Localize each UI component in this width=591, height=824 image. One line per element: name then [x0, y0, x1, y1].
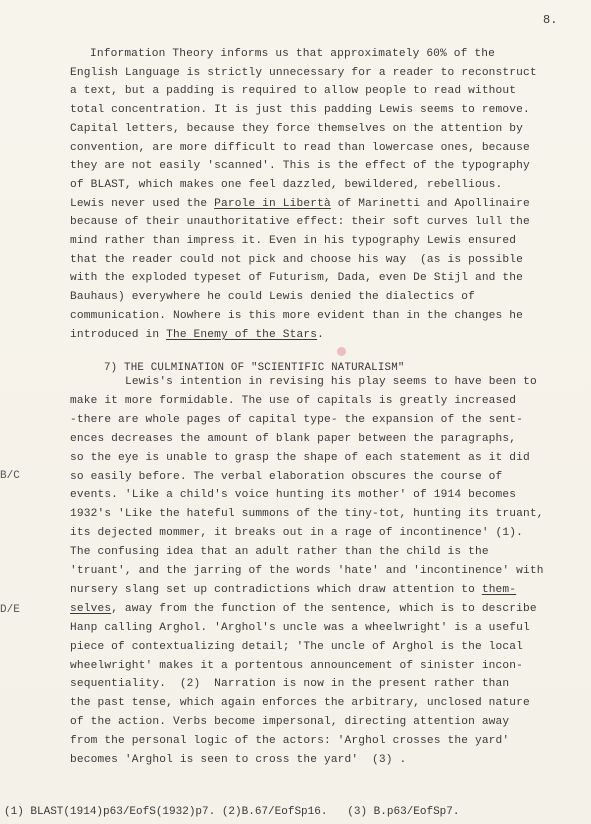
text-line: communication. Nowhere is this more evident than in the changes he — [70, 309, 523, 322]
text-line: of the action. Verbs become impersonal, directing attention away — [70, 716, 510, 729]
margin-note-de: D/E — [0, 604, 20, 616]
text-line: sequentiality. (2) Narration is now in the present rather than — [70, 678, 510, 691]
text-line: English Language is strictly unnecessary for a reader to reconstruct — [70, 66, 537, 79]
text-line: 1932's 'Like the hateful summons of the tiny-tot, hunting its truant, — [70, 508, 544, 521]
text-line: Lewis's intention in revising his play seems to have been to — [125, 376, 537, 388]
text-line — [70, 329, 324, 342]
underlined-title: The Enemy of the Stars — [166, 328, 318, 341]
text-line: piece of contextualizing detail; 'The uncle of Arghol is the local — [70, 640, 523, 653]
text-line: so the eye is unable to grasp the shape of each statement as it did — [70, 451, 530, 464]
text-line: The confusing idea that an adult rather than the child is the — [70, 546, 489, 559]
text-line: Hanp calling Arghol. 'Arghol's uncle was a wheelwright' is a useful — [70, 621, 530, 634]
text-line: Bauhaus) everywhere he could Lewis denied the dialectics of — [70, 291, 475, 304]
text-segment: , away from the function of the sentence, which is to describe — [111, 602, 537, 615]
underlined-title: them- — [481, 583, 517, 596]
footnote: (1) BLAST(1914)p63/EofS(1932)p7. (2)B.67/EofSp16. (3) B.p63/EofSp7. — [4, 806, 460, 818]
text-segment: Lewis never used the — [70, 197, 215, 210]
text-line — [70, 198, 530, 211]
section-heading: 7) THE CULMINATION OF "SCIENTIFIC NATURALISM" — [104, 362, 405, 374]
text-segment: of Marinetti and Apollinaire — [330, 197, 530, 210]
margin-note-bc: B/C — [0, 470, 20, 482]
text-line: that the reader could not pick and choose his way (as is possible — [70, 253, 523, 266]
text-line: Information Theory informs us that approximately 60% of the — [90, 48, 495, 60]
text-line: -there are whole pages of capital type- the expansion of the sent- — [70, 413, 523, 426]
text-line — [70, 603, 537, 616]
text-segment: nursery slang set up contradictions which draw attention to — [70, 583, 482, 596]
text-line: from the personal logic of the actors: 'Arghol crosses the yard' — [70, 735, 510, 748]
underlined-title: Parole in Libertà — [214, 197, 331, 210]
text-line: because of their unauthoritative effect: their soft curves lull the — [70, 216, 530, 229]
text-line: total concentration. It is just this padding Lewis seems to remove. — [70, 104, 530, 117]
text-line: its dejected mommer, it breaks out in a rage of incontinence' (1). — [70, 527, 523, 540]
underlined-title: selves — [70, 602, 112, 615]
text-line: events. 'Like a child's voice hunting its mother' of 1914 becomes — [70, 489, 517, 502]
text-line: becomes 'Arghol is seen to cross the yard' (3) . — [70, 754, 407, 766]
text-line: a text, but a padding is required to allow people to read without — [70, 85, 517, 98]
page-number: 8. — [543, 13, 558, 27]
text-line: so easily before. The verbal elaboration obscures the course of — [70, 470, 503, 483]
red-ink-mark — [337, 347, 346, 356]
text-segment: . — [317, 328, 324, 341]
text-line: 'truant', and the jarring of the words 'hate' and 'incontinence' with — [70, 565, 544, 577]
text-line: the past tense, which again enforces the arbitrary, unclosed nature — [70, 697, 530, 710]
text-line: convention, are more difficult to read than lowercase ones, because — [70, 141, 530, 154]
text-line: ences decreases the amount of blank paper between the paragraphs, — [70, 432, 517, 445]
text-line: mind rather than impress it. Even in his typography Lewis ensured — [70, 235, 517, 247]
text-line: wheelwright' makes it a portentous announcement of sinister incon- — [70, 659, 523, 672]
text-segment: introduced in — [70, 328, 167, 341]
text-line: they are not easily 'scanned'. This is the effect of the typography — [70, 160, 530, 173]
text-line: of BLAST, which makes one feel dazzled, bewildered, rebellious. — [70, 178, 503, 191]
text-line: with the exploded typeset of Futurism, Dada, even De Stijl and the — [70, 272, 523, 285]
text-line: make it more formidable. The use of capitals is greatly increased — [70, 394, 517, 407]
text-line: Capital letters, because they force themselves on the attention by — [70, 122, 523, 135]
text-line — [70, 584, 516, 597]
